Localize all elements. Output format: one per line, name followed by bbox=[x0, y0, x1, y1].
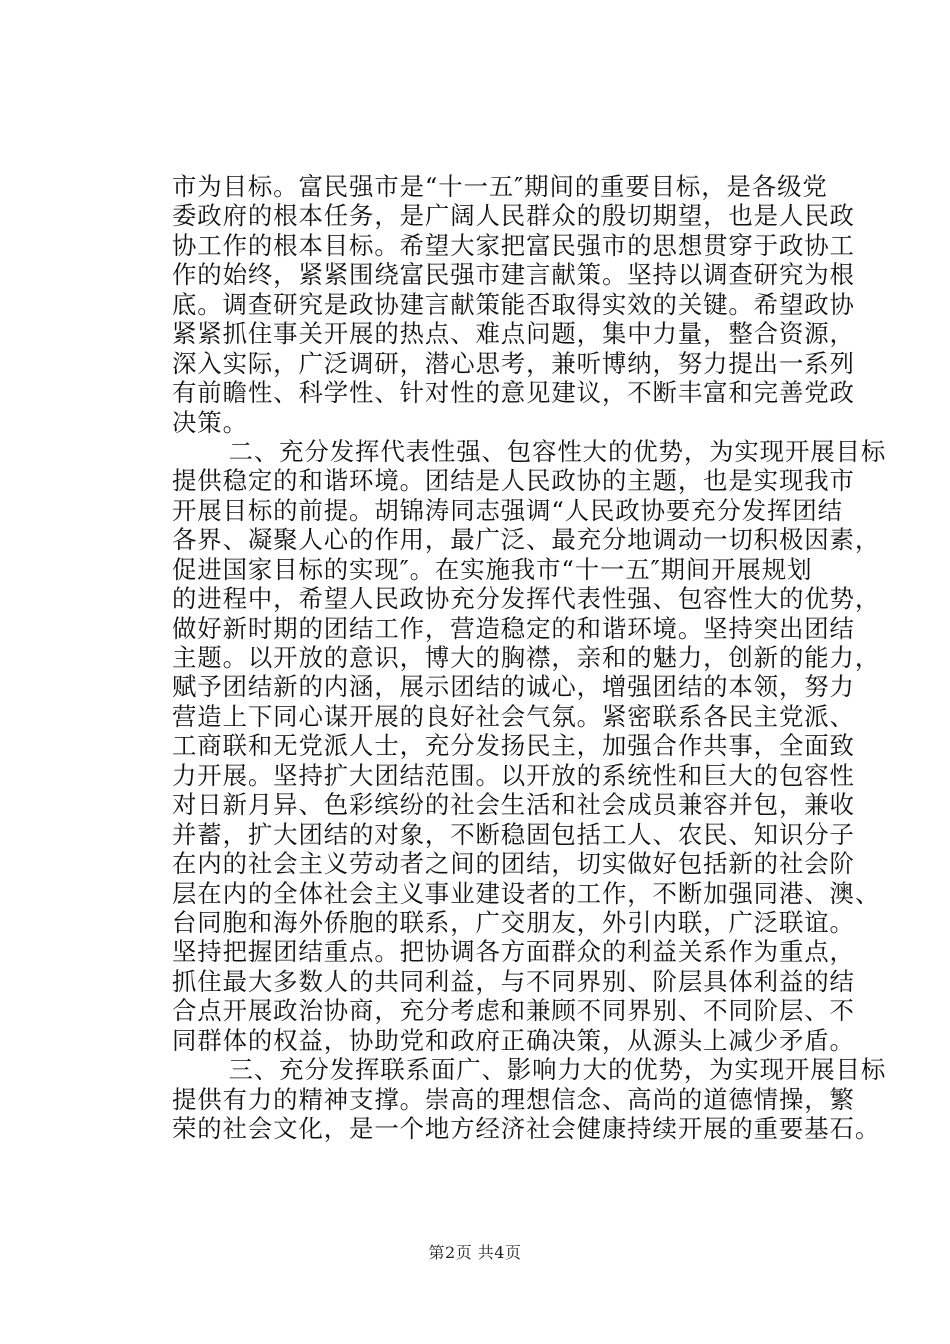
text-line: 作的始终，紧紧围绕富民强市建言献策。坚持以调查研究为根 bbox=[172, 260, 855, 290]
text-line: 坚持把握团结重点。把协调各方面群众的利益关系作为重点， bbox=[172, 937, 855, 967]
text-line: 抓住最大多数人的共同利益，与不同界别、阶层具体利益的结 bbox=[172, 966, 855, 996]
text-line: 有前瞻性、科学性、针对性的意见建议，不断丰富和完善党政 bbox=[172, 378, 855, 408]
text-line: 深入实际，广泛调研，潜心思考，兼听博纳，努力提出一系列 bbox=[172, 348, 855, 378]
paragraph-start-line: 二、充分发挥代表性强、包容性大的优势，为实现开展目标 bbox=[178, 436, 887, 466]
page-number-footer: 第2页 共4页 bbox=[428, 1243, 522, 1262]
text-line: 的进程中，希望人民政协充分发挥代表性强、包容性大的优势， bbox=[172, 584, 881, 614]
text-line: 各界、凝聚人心的作用，最广泛、最充分地调动一切积极因素， bbox=[172, 525, 881, 555]
text-line: 合点开展政治协商，充分考虑和兼顾不同界别、不同阶层、不 bbox=[172, 996, 855, 1026]
text-line: 提供稳定的和谐环境。团结是人民政协的主题，也是实现我市 bbox=[172, 466, 855, 496]
text-line: 提供有力的精神支撑。崇高的理想信念、高尚的道德情操，繁 bbox=[172, 1084, 855, 1114]
text-line: 促进国家目标的实现″。在实施我市“十一五″期间开展规划 bbox=[172, 554, 813, 584]
text-line: 委政府的根本任务，是广阔人民群众的殷切期望，也是人民政 bbox=[172, 201, 855, 231]
text-line: 在内的社会主义劳动者之间的团结，切实做好包括新的社会阶 bbox=[172, 849, 855, 879]
text-line: 协工作的根本目标。希望大家把富民强市的思想贯穿于政协工 bbox=[172, 230, 855, 260]
text-line: 力开展。坚持扩大团结范围。以开放的系统性和巨大的包容性 bbox=[172, 760, 855, 790]
text-line: 主题。以开放的意识，博大的胸襟，亲和的魅力，创新的能力， bbox=[172, 643, 881, 672]
text-line: 开展目标的前提。胡锦涛同志强调“人民政协要充分发挥团结 bbox=[172, 495, 843, 525]
text-line: 做好新时期的团结工作，营造稳定的和谐环境。坚持突出团结 bbox=[172, 613, 855, 643]
text-line: 工商联和无党派人士，充分发扬民主，加强合作共事，全面致 bbox=[172, 731, 855, 761]
text-line: 并蓄，扩大团结的对象，不断稳固包括工人、农民、知识分子 bbox=[172, 819, 855, 849]
text-line: 赋予团结新的内涵，展示团结的诚心，增强团结的本领，努力 bbox=[172, 672, 855, 702]
text-line: 荣的社会文化，是一个地方经济社会健康持续开展的重要基石。 bbox=[172, 1114, 881, 1143]
text-line: 决策。 bbox=[172, 407, 248, 437]
text-line: 层在内的全体社会主义事业建设者的工作，不断加强同港、澳、 bbox=[172, 878, 881, 908]
text-line: 对日新月异、色彩缤纷的社会生活和社会成员兼容并包，兼收 bbox=[172, 790, 855, 820]
text-line: 市为目标。富民强市是“十一五″期间的重要目标，是各级党 bbox=[172, 172, 828, 201]
text-line: 营造上下同心谋开展的良好社会气氛。紧密联系各民主党派、 bbox=[172, 701, 855, 731]
text-line: 同群体的权益，协助党和政府正确决策，从源头上减少矛盾。 bbox=[172, 1025, 855, 1055]
text-line: 底。调查研究是政协建言献策能否取得实效的关键。希望政协 bbox=[172, 289, 855, 319]
text-line: 台同胞和海外侨胞的联系，广交朋友，外引内联，广泛联谊。 bbox=[172, 907, 855, 937]
body-text bbox=[172, 172, 887, 1143]
paragraph-start-line: 三、充分发挥联系面广、影响力大的优势，为实现开展目标 bbox=[178, 1055, 887, 1085]
text-line: 紧紧抓住事关开展的热点、难点问题，集中力量，整合资源， bbox=[172, 319, 855, 349]
